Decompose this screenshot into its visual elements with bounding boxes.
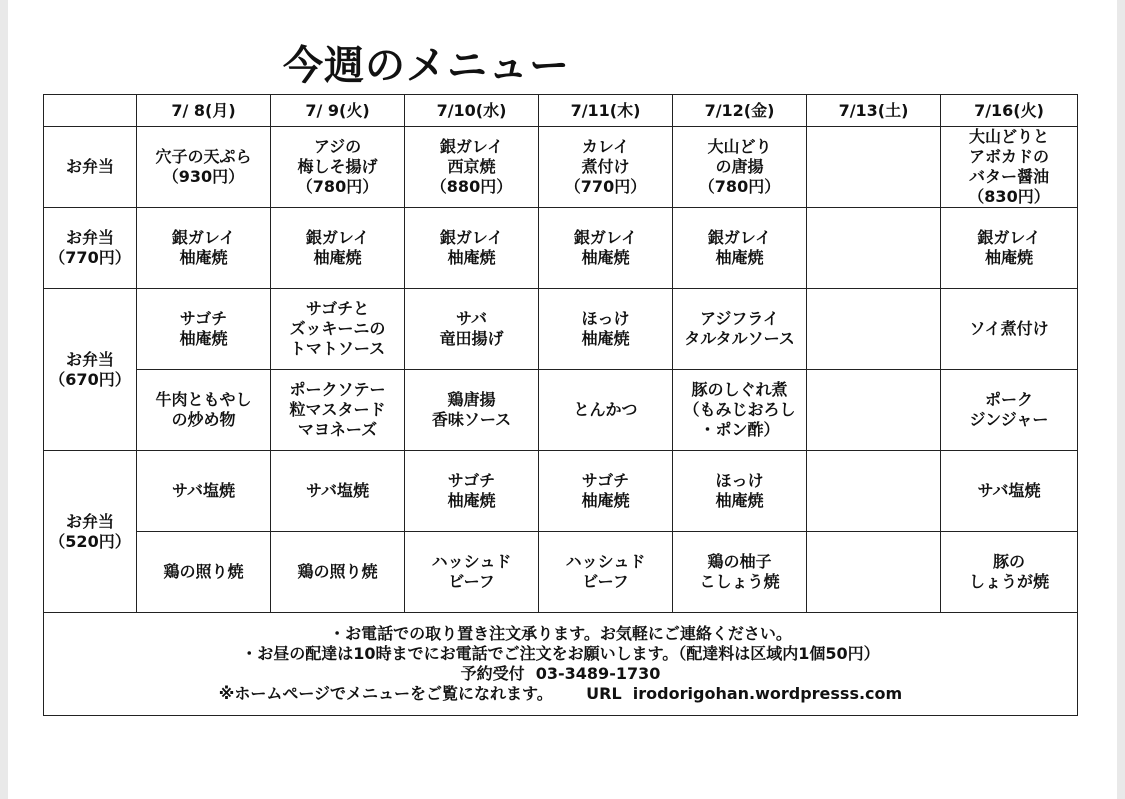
menu-cell: 鶏の柚子 こしょう焼 <box>673 532 807 613</box>
menu-cell <box>807 289 941 370</box>
menu-cell: 銀ガレイ 柚庵焼 <box>941 208 1078 289</box>
note-line: ・お昼の配達は10時までにお電話でご注文をお願いします。（配達料は区域内1個50円） <box>241 644 880 663</box>
menu-cell: 銀ガレイ 柚庵焼 <box>271 208 405 289</box>
menu-cell: 鶏唐揚 香味ソース <box>405 370 539 451</box>
menu-row <box>44 127 1078 208</box>
menu-cell: ハッシュド ビーフ <box>405 532 539 613</box>
day-header: 7/ 8(月) <box>137 95 271 127</box>
menu-sheet <box>8 0 1117 799</box>
menu-row <box>44 208 1078 289</box>
row-label: お弁当 （770円） <box>44 208 137 289</box>
menu-cell: 鶏の照り焼 <box>137 532 271 613</box>
menu-cell: アジフライ タルタルソース <box>673 289 807 370</box>
menu-row <box>44 289 1078 370</box>
menu-cell: サゴチ 柚庵焼 <box>539 451 673 532</box>
menu-row <box>44 532 1078 613</box>
menu-cell: アジの 梅しそ揚げ （780円） <box>271 127 405 208</box>
day-header: 7/12(金) <box>673 95 807 127</box>
menu-cell: 銀ガレイ 柚庵焼 <box>405 208 539 289</box>
corner-cell <box>44 95 137 127</box>
menu-cell: サゴチ 柚庵焼 <box>137 289 271 370</box>
header-row <box>44 95 1078 127</box>
menu-cell <box>807 451 941 532</box>
row-label: お弁当 （670円） <box>44 289 137 451</box>
menu-cell: サバ塩焼 <box>137 451 271 532</box>
row-label: お弁当 <box>44 127 137 208</box>
menu-cell: サバ 竜田揚げ <box>405 289 539 370</box>
menu-cell: ポーク ジンジャー <box>941 370 1078 451</box>
menu-cell <box>807 208 941 289</box>
day-header: 7/13(土) <box>807 95 941 127</box>
menu-cell: 鶏の照り焼 <box>271 532 405 613</box>
note-line: 予約受付 03-3489-1730 <box>460 664 661 683</box>
menu-cell: サゴチと ズッキーニの トマトソース <box>271 289 405 370</box>
page-title: 今週のメニュー <box>283 43 570 89</box>
menu-cell: 銀ガレイ 柚庵焼 <box>673 208 807 289</box>
menu-cell: ポークソテー 粒マスタード マヨネーズ <box>271 370 405 451</box>
menu-cell: 銀ガレイ 柚庵焼 <box>137 208 271 289</box>
menu-cell <box>807 532 941 613</box>
weekly-menu-table <box>43 94 1078 716</box>
menu-row <box>44 451 1078 532</box>
day-header: 7/10(水) <box>405 95 539 127</box>
menu-cell: サゴチ 柚庵焼 <box>405 451 539 532</box>
day-header: 7/16(火) <box>941 95 1078 127</box>
menu-cell: 大山どりと アボカドの バター醤油 （830円） <box>941 127 1078 208</box>
note-line: ・お電話での取り置き注文承ります。お気軽にご連絡ください。 <box>329 624 792 643</box>
menu-row <box>44 370 1078 451</box>
menu-cell: 銀ガレイ 西京焼 （880円） <box>405 127 539 208</box>
menu-cell: ほっけ 柚庵焼 <box>673 451 807 532</box>
menu-cell: ハッシュド ビーフ <box>539 532 673 613</box>
menu-cell: 穴子の天ぷら （930円） <box>137 127 271 208</box>
menu-cell: 豚の しょうが焼 <box>941 532 1078 613</box>
menu-cell: ほっけ 柚庵焼 <box>539 289 673 370</box>
menu-cell: 牛肉ともやし の炒め物 <box>137 370 271 451</box>
menu-cell: サバ塩焼 <box>271 451 405 532</box>
row-label: お弁当 （520円） <box>44 451 137 613</box>
menu-cell: ソイ煮付け <box>941 289 1078 370</box>
notes-cell <box>44 613 1078 716</box>
menu-cell: とんかつ <box>539 370 673 451</box>
menu-cell: 大山どり の唐揚 （780円） <box>673 127 807 208</box>
menu-cell <box>807 127 941 208</box>
notes-row <box>44 613 1078 716</box>
menu-cell <box>807 370 941 451</box>
note-line: ※ホームページでメニューをご覧になれます。 URL irodorigohan.wordpresss.com <box>218 684 903 703</box>
menu-cell: 豚のしぐれ煮 （もみじおろし ・ポン酢） <box>673 370 807 451</box>
day-header: 7/ 9(火) <box>271 95 405 127</box>
menu-cell: カレイ 煮付け （770円） <box>539 127 673 208</box>
menu-cell: 銀ガレイ 柚庵焼 <box>539 208 673 289</box>
menu-cell: サバ塩焼 <box>941 451 1078 532</box>
day-header: 7/11(木) <box>539 95 673 127</box>
